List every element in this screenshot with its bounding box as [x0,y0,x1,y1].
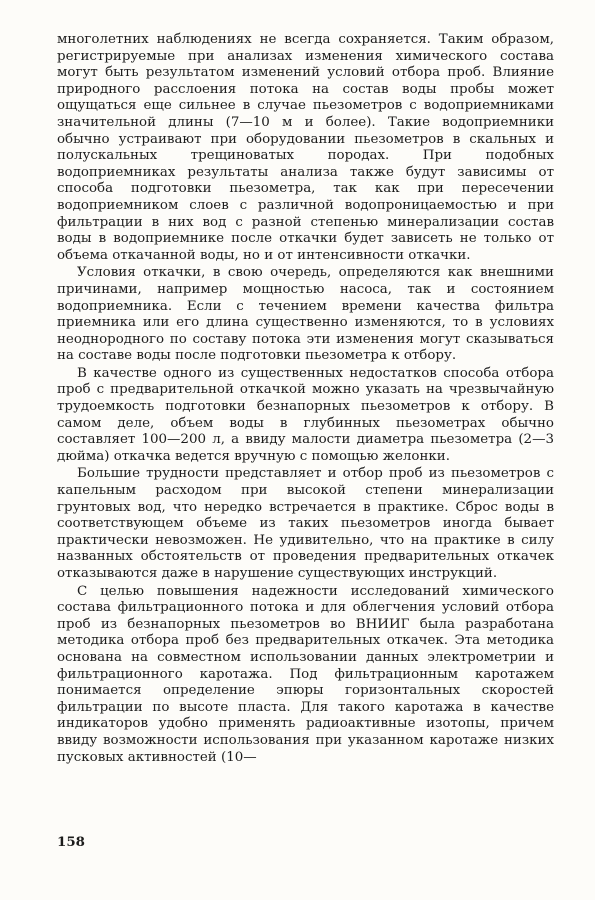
paragraph-3: В качестве одного из существенных недостатков способа отбора проб с предварительной откачкой можно указать на чрезвычайную трудоемкость подготовки безнапорных пьезометров к отбору. В самом деле, объем воды в глубинных пьезометрах обычно составляет 100—200 л, а ввиду малости диаметра пьезометра (2—3 дюйма) откачка ведется вручную с помощью желонки. [57,365,554,464]
paragraph-2: Условия откачки, в свою очередь, определяются как внешними причинами, например мощностью насоса, так и состоянием водоприемника. Если с течением времени качества фильтра приемника или его длина существенно изменяются, то в условиях неоднородного по составу потока эти изменения могут сказываться на составе воды после подготовки пьезометра к отбору. [57,265,554,364]
page-body [57,32,554,766]
paragraph-5: С целью повышения надежности исследований химического состава фильтрационного потока и для облегчения условий отбора проб из безнапорных пьезометров во ВНИИГ была разработана методика отбора проб без предварительных откачек. Эта методика основана на совместном использовании данных электрометрии и фильтрационного каротажа. Под фильтрационным каротажем понимается определение эпюры горизонтальных скоростей фильтрации по высоте пласта. Для такого каротажа в качестве индикаторов удобно применять радиоактивные изотопы, причем ввиду возможности использования при указанном каротаже низких пусковых активностей (10— [57,583,554,765]
paragraph-1: многолетних наблюдениях не всегда сохраняется. Таким образом, регистрируемые при анализах изменения химического состава могут быть результатом изменений условий отбора проб. Влияние природного расслоения потока на состав воды пробы может ощущаться еще сильнее в случае пьезометров с водоприемниками значительной длины (7—10 м и более). Такие водоприемники обычно устраивают при оборудовании пьезометров в скальных и полускальных трещиноватых породах. При подобных водоприемниках результаты анализа также будут зависимы от способа подготовки пьезометра, так как при пересечении водоприемником слоев с различной водопроницаемостью и при фильтрации в них вод с разной степенью минерализации состав воды в водоприемнике после откачки будет зависеть не только от объема откачанной воды, но и от интенсивности откачки. [57,32,554,263]
paragraph-4: Большие трудности представляет и отбор проб из пьезометров с капельным расходом при высокой степени минерализации грунтовых вод, что нередко встречается в практике. Сброс воды в соответствующем объеме из таких пьезометров иногда бывает практически невозможен. Не удивительно, что на практике в силу названных обстоятельств от проведения предварительных откачек отказываются даже в нарушение существующих инструкций. [57,466,554,581]
page-number: 158 [57,834,85,850]
